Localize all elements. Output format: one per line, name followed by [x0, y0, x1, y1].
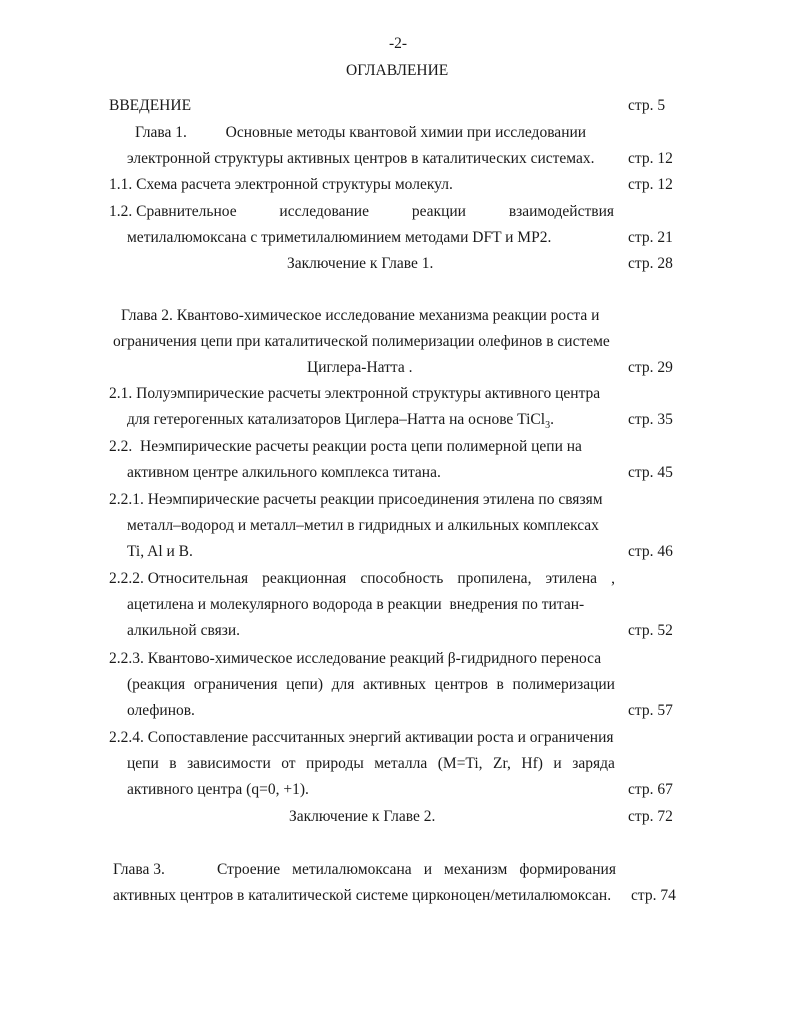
period: . [550, 411, 554, 428]
word: заряда [572, 755, 615, 772]
word: , [611, 570, 615, 587]
toc-ch1-line2: электронной структуры активных центров в каталитических системах. [127, 150, 595, 167]
word: формирования [519, 861, 616, 878]
word: реакционная [262, 570, 347, 587]
toc-2-2-3-line2 [127, 675, 615, 695]
toc-2-2-3-line3: олефинов. [127, 702, 195, 719]
word: 2.2.2. Относительная [109, 570, 249, 587]
word: для [331, 676, 355, 693]
toc-2-1-line1: 2.1. Полуэмпирические расчеты электронной структуры активного центра [109, 385, 601, 402]
word: полимеризации [512, 676, 615, 693]
toc-ch2-line2: ограничения цепи при каталитической полимеризации олефинов в системе [113, 333, 610, 350]
word: центров [434, 676, 488, 693]
toc-ch2-conclusion: Заключение к Главе 2. [289, 808, 436, 825]
toc-2-2-1-line1: 2.2.1. Неэмпирические расчеты реакции присоединения этилена по связям [109, 491, 603, 508]
toc-ch2-conclusion-page: стр. 72 [628, 808, 673, 825]
word: ограничения [193, 676, 278, 693]
word: в [496, 676, 504, 693]
word: реакции [411, 203, 466, 220]
word: Глава 3. [113, 861, 165, 878]
toc-intro-label: ВВЕДЕНИЕ [109, 97, 192, 114]
word: (M=Ti, [437, 755, 483, 772]
toc-intro-page: стр. 5 [628, 97, 666, 114]
toc-2-2-1-line3: Ti, Al и B. [127, 543, 193, 560]
word: 1.2. Сравнительное [109, 203, 237, 220]
toc-ch1-page: стр. 12 [628, 150, 673, 167]
word: и [553, 755, 562, 772]
toc-2-2-1-line2: металл–водород и металл–метил в гидридных и алкильных комплексах [127, 517, 599, 534]
toc-ch2-line3: Циглера-Натта . [307, 359, 413, 376]
word: исследование [279, 203, 369, 220]
word: Строение [216, 861, 281, 878]
word: Zr, [493, 755, 511, 772]
toc-ch3-line1 [113, 860, 616, 880]
toc-2-1-page: стр. 35 [628, 411, 673, 428]
word: в [169, 755, 177, 772]
toc-2-2-page: стр. 45 [628, 464, 673, 481]
toc-2-2-2-line2: ацетилена и молекулярного водорода в реакции внедрения по титан- [127, 596, 585, 613]
word: метилалюмоксана [292, 861, 412, 878]
word: цепи [127, 755, 159, 772]
toc-1-1-text: 1.1. Схема расчета электронной структуры молекул. [109, 176, 453, 193]
toc-2-1-line2-text: для гетерогенных катализаторов Циглера–Натта на основе TiCl [127, 411, 546, 428]
toc-2-2-line2: активном центре алкильного комплекса титана. [127, 464, 441, 481]
word: пропилена, [457, 570, 532, 587]
toc-2-2-2-line1 [109, 569, 615, 589]
toc-ch3-page: стр. 74 [631, 887, 676, 904]
word: взаимодействия [508, 203, 614, 220]
word: этилена [545, 570, 598, 587]
word: природы [306, 755, 364, 772]
word: цепи) [286, 676, 324, 693]
word: и [423, 861, 432, 878]
toc-ch1-conclusion: Заключение к Главе 1. [287, 255, 434, 272]
word: Hf) [521, 755, 543, 772]
toc-1-2-line1 [109, 202, 614, 222]
word: способность [360, 570, 444, 587]
toc-2-2-4-line1: 2.2.4. Сопоставление рассчитанных энергий активации роста и ограничения [109, 729, 614, 746]
toc-2-2-line1: 2.2. Неэмпирические расчеты реакции роста цепи полимерной цепи на [109, 438, 582, 455]
toc-ch3-line2: активных центров в каталитической системе цирконоцен/метилалюмоксан. [113, 887, 612, 904]
word: металла [374, 755, 428, 772]
toc-ch1-conclusion-page: стр. 28 [628, 255, 673, 272]
toc-ch2-page: стр. 29 [628, 359, 673, 376]
word: от [281, 755, 296, 772]
word: активных [363, 676, 427, 693]
word: механизм [444, 861, 508, 878]
toc-2-2-4-page: стр. 67 [628, 781, 673, 798]
toc-ch1-line1: Глава 1. Основные методы квантовой химии при исследовании [135, 124, 587, 141]
toc-title: ОГЛАВЛЕНИЕ [346, 62, 449, 79]
subscript: 3 [545, 420, 551, 432]
toc-2-2-3-page: стр. 57 [628, 702, 673, 719]
word: (реакция [127, 676, 186, 693]
toc-1-2-line2: метилалюмоксана с триметилалюминием методами DFT и MP2. [127, 229, 552, 246]
toc-2-2-2-page: стр. 52 [628, 622, 673, 639]
toc-ch2-line1: Глава 2. Квантово-химическое исследование механизма реакции роста и [121, 307, 600, 324]
toc-2-2-3-line1: 2.2.3. Квантово-химическое исследование реакций β-гидридного переноса [109, 650, 602, 667]
toc-2-2-1-page: стр. 46 [628, 543, 673, 560]
word: зависимости [187, 755, 271, 772]
toc-1-2-page: стр. 21 [628, 229, 673, 246]
toc-2-2-4-line3: активного центра (q=0, +1). [127, 781, 309, 798]
toc-1-1-page: стр. 12 [628, 176, 673, 193]
toc-2-2-2-line3: алкильной связи. [127, 622, 241, 639]
toc-2-2-4-line2 [127, 754, 615, 774]
toc-2-1-line2 [127, 410, 554, 436]
page-number: -2- [389, 35, 408, 52]
